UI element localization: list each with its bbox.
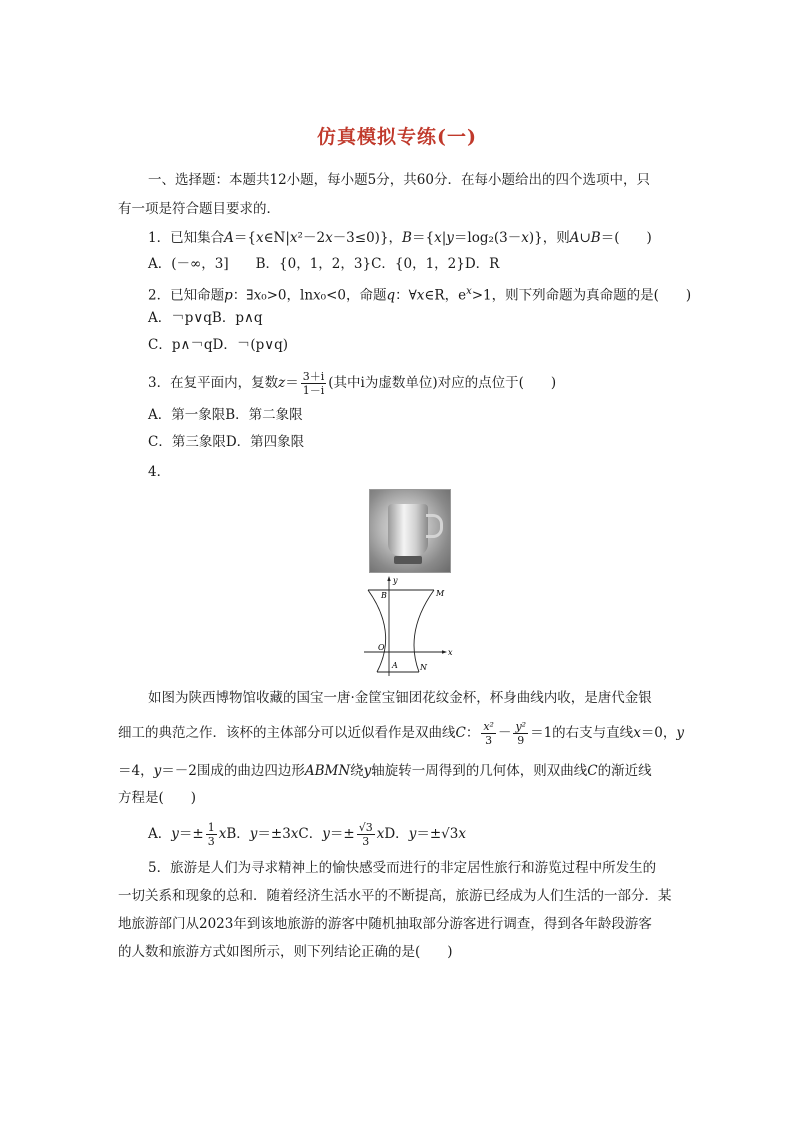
text: ＝±3	[257, 826, 291, 842]
question-2-stem	[148, 281, 691, 306]
y-axis-arrow	[387, 576, 390, 581]
var: B	[590, 230, 601, 246]
var: x	[521, 230, 529, 246]
text: ＝{	[411, 230, 435, 246]
text: ＝1的右支与直线	[530, 725, 634, 741]
var: p	[224, 287, 233, 304]
denominator: 3	[362, 835, 370, 848]
var: x	[313, 287, 321, 304]
text: ₀>0，ln	[261, 287, 314, 304]
question-4-para-line1: 如图为陕西博物馆收藏的国宝一唐·金筐宝钿团花纹金杯，杯身曲线内收，是唐代金银	[148, 690, 652, 706]
var: y	[249, 826, 258, 842]
question-4-para-line2	[118, 718, 684, 748]
var: C	[455, 725, 466, 741]
text: ：	[465, 725, 480, 741]
text: ＝±√3	[416, 826, 459, 842]
numerator: √3	[358, 821, 373, 834]
left-hyperbola-branch	[368, 590, 386, 672]
var: x	[218, 826, 227, 842]
var: A	[224, 230, 234, 246]
var: x	[289, 230, 298, 246]
question-4-options	[148, 819, 466, 849]
numerator: x²	[483, 720, 494, 733]
text: ＝	[285, 375, 299, 391]
right-hyperbola-branch	[414, 590, 434, 672]
fraction	[513, 720, 528, 747]
var: y	[676, 725, 685, 741]
text: ＝±	[178, 826, 204, 842]
label-m: M	[436, 589, 445, 598]
numerator: 1	[207, 821, 215, 834]
label-b: B	[381, 591, 387, 600]
question-3-stem	[148, 368, 556, 398]
question-5-line1: 5．旅游是人们为寻求精神上的愉快感受而进行的非定居性旅行和游览过程中所发生的	[148, 860, 657, 876]
text: ＝0，	[640, 725, 677, 741]
text: ∈N|	[263, 230, 290, 246]
var: x	[290, 826, 299, 842]
denominator: 1－i	[302, 384, 325, 397]
text: ＝log₂(3－	[453, 230, 522, 246]
text: 1．已知集合	[148, 230, 225, 246]
question-4-para-line3	[118, 761, 652, 781]
text: ²－2	[297, 230, 326, 246]
cup-body	[388, 504, 428, 556]
question-4-para-line4: 方程是( )	[118, 790, 197, 806]
x-axis-arrow	[442, 650, 447, 653]
hyperbola-diagram	[360, 574, 460, 678]
text: |	[441, 230, 447, 246]
label-o: O	[378, 643, 385, 652]
text: A．	[148, 826, 172, 842]
text: B．	[226, 826, 250, 842]
text: 绕	[350, 763, 364, 779]
var: ABMN	[304, 763, 351, 779]
denominator: 9	[517, 734, 525, 747]
var: x	[416, 287, 425, 304]
text: 细工的典范之作．该杯的主体部分可以近似看作是双曲线	[118, 725, 456, 741]
text: 2．已知命题	[148, 287, 225, 304]
var: y	[171, 826, 179, 842]
section-instructions-line1: 一、选择题：本题共12小题，每小题5分，共60分．在每小题给出的四个选项中，只	[148, 172, 650, 188]
text: )}，则	[528, 230, 570, 246]
text: ＝( )	[600, 230, 652, 246]
text: ∪	[579, 230, 591, 246]
section-instructions-line2: 有一项是符合题目要求的．	[118, 201, 280, 217]
var: x	[633, 725, 641, 741]
question-5-line3: 地旅游部门从2023年到该地旅游的游客中随机抽取部分游客进行调查，得到各年龄段游客	[118, 916, 652, 932]
text: ：∃	[232, 287, 254, 304]
question-5-line2: 一切关系和现象的总和．随着经济生活水平的不断提高，旅游已经成为人们生活的一部分．某	[118, 888, 672, 904]
question-4-label: 4．	[148, 464, 171, 480]
text: ＝－2围成的曲边四边形	[161, 763, 305, 779]
question-1-stem	[148, 228, 652, 248]
var: y	[322, 826, 330, 842]
var: y	[446, 230, 454, 246]
question-2-options-row2: C．p∧￢qD．￢(p∨q)	[148, 337, 289, 353]
question-3-options-row1: A．第一象限B．第二象限	[148, 407, 303, 423]
text: －3≤0)}，	[332, 230, 403, 246]
text: ₀<0，命题	[320, 287, 387, 304]
fraction	[481, 720, 496, 747]
question-5-line4: 的人数和旅游方式如图所示，则下列结论正确的是( )	[118, 944, 453, 960]
var: x	[434, 230, 442, 246]
text: D．	[384, 826, 409, 842]
label-x: x	[448, 648, 453, 657]
text: ∈R，e	[424, 287, 467, 304]
text: ：∀	[395, 287, 417, 304]
var: A	[569, 230, 580, 246]
question-3-options-row2: C．第三象限D．第四象限	[148, 434, 305, 450]
var: C	[587, 763, 598, 779]
text: ＝±	[329, 826, 355, 842]
gold-cup-photo	[369, 489, 451, 573]
var: x	[376, 826, 385, 842]
var: y	[153, 763, 162, 779]
numerator: 3＋i	[302, 370, 325, 383]
page-title: 仿真模拟专练(一)	[317, 126, 477, 148]
text: －	[497, 725, 512, 741]
text: C．	[298, 826, 323, 842]
var: x	[325, 230, 333, 246]
question-2-options-row1: A．￢p∨qB．p∧q	[148, 310, 263, 326]
var: q	[386, 287, 396, 304]
var: B	[402, 230, 412, 246]
var: x	[253, 287, 262, 304]
text: >1，则下列命题为真命题的是( )	[471, 287, 692, 304]
text: ＝{	[233, 230, 256, 246]
question-1-options: A．(－∞，3] B．{0，1，2，3}C．{0，1，2}D．R	[148, 256, 500, 272]
label-y: y	[393, 576, 398, 585]
var: x	[466, 286, 472, 297]
var: y	[408, 826, 417, 842]
cup-handle	[426, 514, 443, 538]
fraction	[206, 821, 217, 848]
fraction	[301, 370, 327, 397]
fraction	[357, 821, 375, 848]
text: ＝4，	[118, 763, 154, 779]
var: x	[255, 230, 264, 246]
text: 轴旋转一周得到的几何体，则双曲线	[371, 763, 588, 779]
denominator: 3	[485, 734, 493, 747]
cup-base	[394, 556, 422, 564]
numerator: y²	[515, 720, 527, 733]
var: z	[278, 375, 286, 391]
text: (其中i为虚数单位)对应的点位于( )	[328, 375, 557, 391]
label-a: A	[392, 661, 398, 670]
label-n: N	[420, 663, 427, 672]
var: x	[458, 826, 466, 842]
denominator: 3	[207, 835, 215, 848]
text: 3．在复平面内，复数	[148, 375, 279, 391]
text: 的渐近线	[597, 763, 652, 779]
var: y	[363, 763, 372, 779]
